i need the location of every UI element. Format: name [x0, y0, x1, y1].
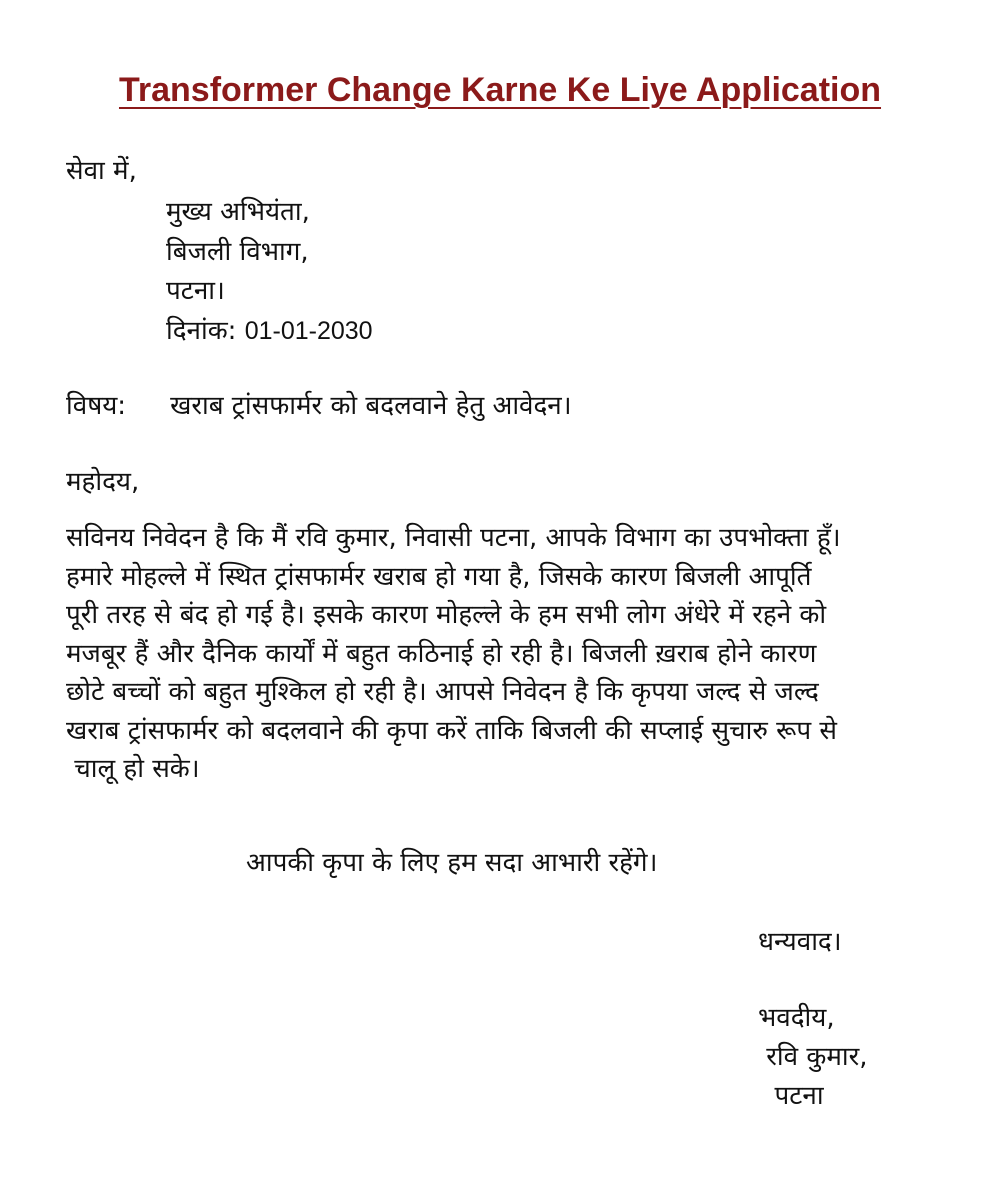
closing-line: आपकी कृपा के लिए हम सदा आभारी रहेंगे। [246, 848, 658, 878]
subject-line [66, 386, 572, 426]
body-line: मजबूर हैं और दैनिक कार्यों में बहुत कठिनाई हो रही है। बिजली ख़राब होने कारण [66, 638, 817, 669]
body-line: छोटे बच्चों को बहुत मुश्किल हो रही है। आपसे निवेदन है कि कृपया जल्द से जल्द [66, 677, 819, 707]
address-city: पटना। [166, 276, 225, 306]
subject-text: खराब ट्रांसफार्मर को बदलवाने हेतु आवेदन। [170, 391, 572, 421]
date-label: दिनांक: [166, 316, 237, 346]
body-line: हमारे मोहल्ले में स्थित ट्रांसफार्मर खराब हो गया है, जिसके कारण बिजली आपूर्ति [66, 561, 812, 592]
address-department: बिजली विभाग, [166, 237, 309, 267]
date-value: 01-01-2030 [244, 317, 373, 345]
body-line: खराब ट्रांसफार्मर को बदलवाने की कृपा करें ताकि बिजली की सप्लाई सुचारु रूप से [66, 715, 837, 746]
address-date [166, 311, 373, 351]
body-line: सविनय निवेदन है कि मैं रवि कुमार, निवासी पटना, आपके विभाग का उपभोक्ता हूँ। [66, 523, 841, 553]
signature-city: पटना [758, 1081, 824, 1111]
body-line: पूरी तरह से बंद हो गई है। इसके कारण मोहल्ले के हम सभी लोग अंधेरे में रहने को [66, 600, 827, 630]
address-salutation: सेवा में, [66, 156, 137, 186]
greeting: महोदय, [66, 467, 140, 497]
letter-title: Transformer Change Karne Ke Liye Application [118, 71, 882, 109]
body-paragraph [66, 519, 976, 789]
body-line: चालू हो सके। [66, 754, 200, 784]
signature-name: रवि कुमार, [758, 1042, 868, 1072]
subject-label: विषय: [66, 391, 127, 421]
signature-yours: भवदीय, [758, 1003, 835, 1033]
signature-thanks: धन्यवाद। [758, 927, 842, 957]
address-recipient: मुख्य अभियंता, [166, 197, 310, 227]
